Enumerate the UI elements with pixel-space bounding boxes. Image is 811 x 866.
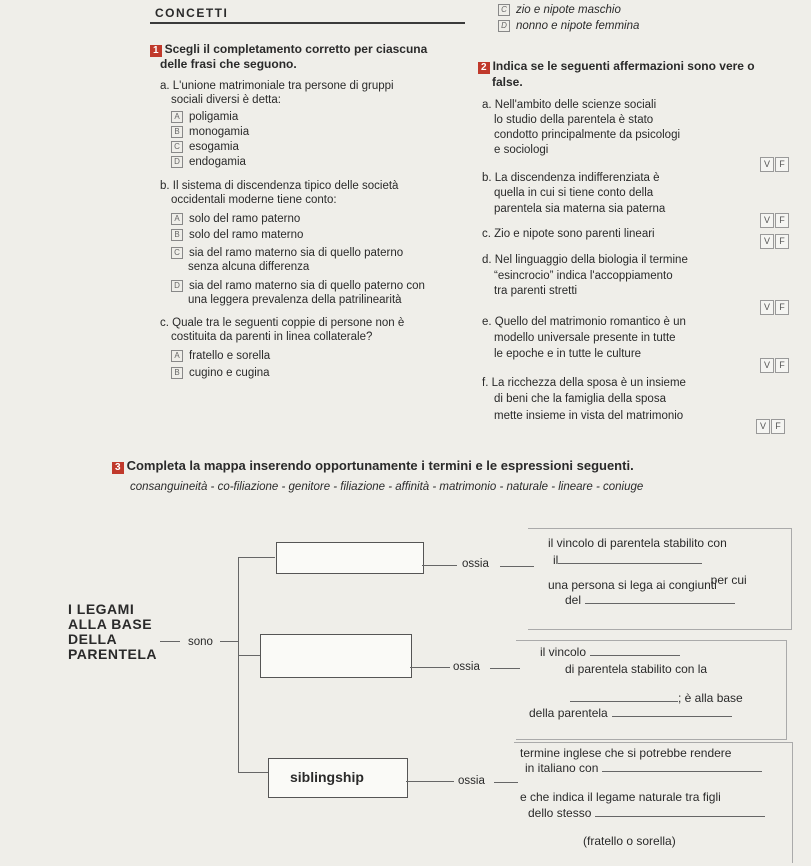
ossia-label-1: ossia: [462, 558, 489, 570]
true-box[interactable]: V: [760, 358, 774, 373]
ex2-d-2: “esincrocio” indica l'accoppiamento: [494, 270, 673, 282]
top-option-d: D nonno e nipote femmina: [498, 20, 639, 33]
ex1-b-question-2: occidentali moderne tiene conto:: [171, 194, 337, 206]
ex1-title-2: delle frasi che seguono.: [160, 57, 297, 71]
map-root: I LEGAMI ALLA BASE DELLA PARENTELA: [68, 601, 158, 662]
connector: [238, 557, 275, 558]
map-trunk: [238, 557, 239, 772]
ex1-a-option-b[interactable]: B monogamia: [171, 126, 249, 139]
mid-def-3: ; è alla base: [570, 692, 743, 705]
top-def-4: del: [565, 594, 735, 607]
ex3-number: 3: [112, 462, 124, 474]
false-box[interactable]: F: [775, 157, 789, 172]
section-title: CONCETTI: [155, 6, 229, 20]
ex2-a-4: e sociologi: [494, 144, 549, 156]
blank-field[interactable]: [590, 655, 680, 656]
ex2-a-2: lo studio della parentela è stato: [494, 114, 654, 126]
ex2-f-1: f. La ricchezza della sposa è un insieme: [482, 377, 686, 389]
ex2-f-2: di beni che la famiglia della sposa: [494, 393, 666, 405]
ex2-f-3: mette insieme in vista del matrimonio: [494, 410, 684, 422]
ex2-c-vf: [759, 231, 789, 249]
top-def-2: il: [553, 554, 702, 567]
ex2-number: 2: [478, 62, 490, 74]
blank-field[interactable]: [585, 603, 735, 604]
ex2-e-1: e. Quello del matrimonio romantico è un: [482, 316, 686, 328]
connector: [422, 565, 457, 566]
ex3-terms: consanguineità - co-filiazione - genitore - filiazione - affinità - matrimonio - naturale - lineare - coniuge: [130, 481, 644, 493]
top-def-1: il vincolo di parentela stabilito con: [548, 536, 727, 550]
ex1-a-option-a[interactable]: A poligamia: [171, 111, 238, 124]
ex2-e-2: modello universale presente in tutte: [494, 332, 676, 344]
sono-label: sono: [188, 636, 213, 648]
top-option-c: C zio e nipote maschio: [498, 4, 621, 17]
true-box[interactable]: V: [756, 419, 770, 434]
ex1-title: 1 Scegli il completamento corretto per ciascuna: [150, 42, 427, 57]
option-letter-d: D: [498, 20, 510, 32]
true-box[interactable]: V: [760, 234, 774, 249]
blank-field[interactable]: [595, 816, 765, 817]
bot-def-1: termine inglese che si potrebbe rendere: [520, 746, 732, 760]
bot-def-2: in italiano con: [525, 762, 762, 775]
connector: [238, 772, 268, 773]
ex2-d-3: tra parenti stretti: [494, 285, 578, 297]
ex1-a-question: a. L'unione matrimoniale tra persone di gruppi: [160, 80, 394, 92]
ex2-b-vf: [759, 210, 789, 228]
ex1-b-option-b[interactable]: B solo del ramo materno: [171, 229, 303, 242]
connector: [406, 781, 454, 782]
ex2-c-1: c. Zio e nipote sono parenti lineari: [482, 228, 655, 240]
ex1-number: 1: [150, 45, 162, 57]
false-box[interactable]: F: [775, 300, 789, 315]
connector: [220, 641, 238, 642]
blank-field[interactable]: [570, 701, 678, 702]
ex1-b-option-c[interactable]: C sia del ramo materno sia di quello paterno: [171, 247, 403, 260]
ex2-b-2: quella in cui si tiene conto della: [494, 187, 654, 199]
siblingship-label: siblingship: [290, 769, 364, 785]
ex3-title: 3 Completa la mappa inserendo opportunamente i termini e le espressioni seguenti.: [112, 459, 634, 474]
mid-def-2: di parentela stabilito con la: [565, 662, 708, 676]
true-box[interactable]: V: [760, 157, 774, 172]
ex1-a-option-c[interactable]: C esogamia: [171, 141, 239, 154]
ex1-c-option-b[interactable]: B cugino e cugina: [171, 367, 270, 380]
ex1-c-question-2: costituita da parenti in linea collaterale?: [171, 331, 373, 343]
ossia-label-2: ossia: [453, 661, 480, 673]
ex1-b-option-a[interactable]: A solo del ramo paterno: [171, 213, 300, 226]
ex2-e-3: le epoche e in tutte le culture: [494, 348, 642, 360]
ex2-f-vf: [755, 416, 785, 434]
connector: [410, 667, 450, 668]
false-box[interactable]: F: [775, 358, 789, 373]
bot-def-4: dello stesso: [528, 807, 765, 820]
ex2-b-3: parentela sia materna sia paterna: [494, 203, 666, 215]
blank-field[interactable]: [612, 716, 732, 717]
mid-def-4: della parentela: [529, 707, 732, 720]
answer-box-1[interactable]: [276, 542, 424, 574]
top-def-2b: , per cui: [704, 573, 747, 587]
false-box[interactable]: F: [771, 419, 785, 434]
ex1-b-option-d[interactable]: D sia del ramo materno sia di quello paterno con: [171, 280, 425, 293]
false-box[interactable]: F: [775, 213, 789, 228]
connector: [160, 641, 180, 642]
true-box[interactable]: V: [760, 213, 774, 228]
ex1-b-option-c-2: senza alcuna differenza: [188, 261, 310, 273]
ex2-title-2: false.: [492, 75, 523, 89]
true-box[interactable]: V: [760, 300, 774, 315]
ex2-b-1: b. La discendenza indifferenziata è: [482, 172, 660, 184]
ex1-c-question: c. Quale tra le seguenti coppie di persone non è: [160, 317, 405, 329]
ex2-d-vf: [759, 297, 789, 315]
ex2-title: 2 Indica se le seguenti affermazioni sono vere o: [478, 59, 755, 74]
false-box[interactable]: F: [775, 234, 789, 249]
option-letter-c: C: [498, 4, 510, 16]
ex1-a-question-2: sociali diversi è detta:: [171, 94, 281, 106]
ex1-b-question: b. Il sistema di discendenza tipico delle società: [160, 180, 399, 192]
blank-field[interactable]: [602, 771, 762, 772]
connector: [238, 655, 260, 656]
answer-box-2[interactable]: [260, 634, 412, 678]
bot-def-3: e che indica il legame naturale tra figli: [520, 790, 721, 804]
header-rule: [150, 22, 465, 24]
blank-field[interactable]: [558, 563, 702, 564]
ex2-a-vf: [759, 154, 789, 172]
mid-def-1: il vincolo: [540, 646, 680, 659]
ex2-a-1: a. Nell'ambito delle scienze sociali: [482, 99, 657, 111]
top-def-3: una persona si lega ai congiunti: [548, 578, 717, 592]
ex1-a-option-d[interactable]: D endogamia: [171, 156, 246, 169]
ex1-b-option-d-2: una leggera prevalenza della patrilinearità: [188, 294, 402, 306]
bot-def-5: (fratello o sorella): [583, 834, 676, 848]
ex2-d-1: d. Nel linguaggio della biologia il termine: [482, 254, 688, 266]
ossia-label-3: ossia: [458, 775, 485, 787]
ex2-e-vf: [759, 355, 789, 373]
ex2-a-3: condotto principalmente da psicologi: [494, 129, 681, 141]
ex1-c-option-a[interactable]: A fratello e sorella: [171, 350, 270, 363]
